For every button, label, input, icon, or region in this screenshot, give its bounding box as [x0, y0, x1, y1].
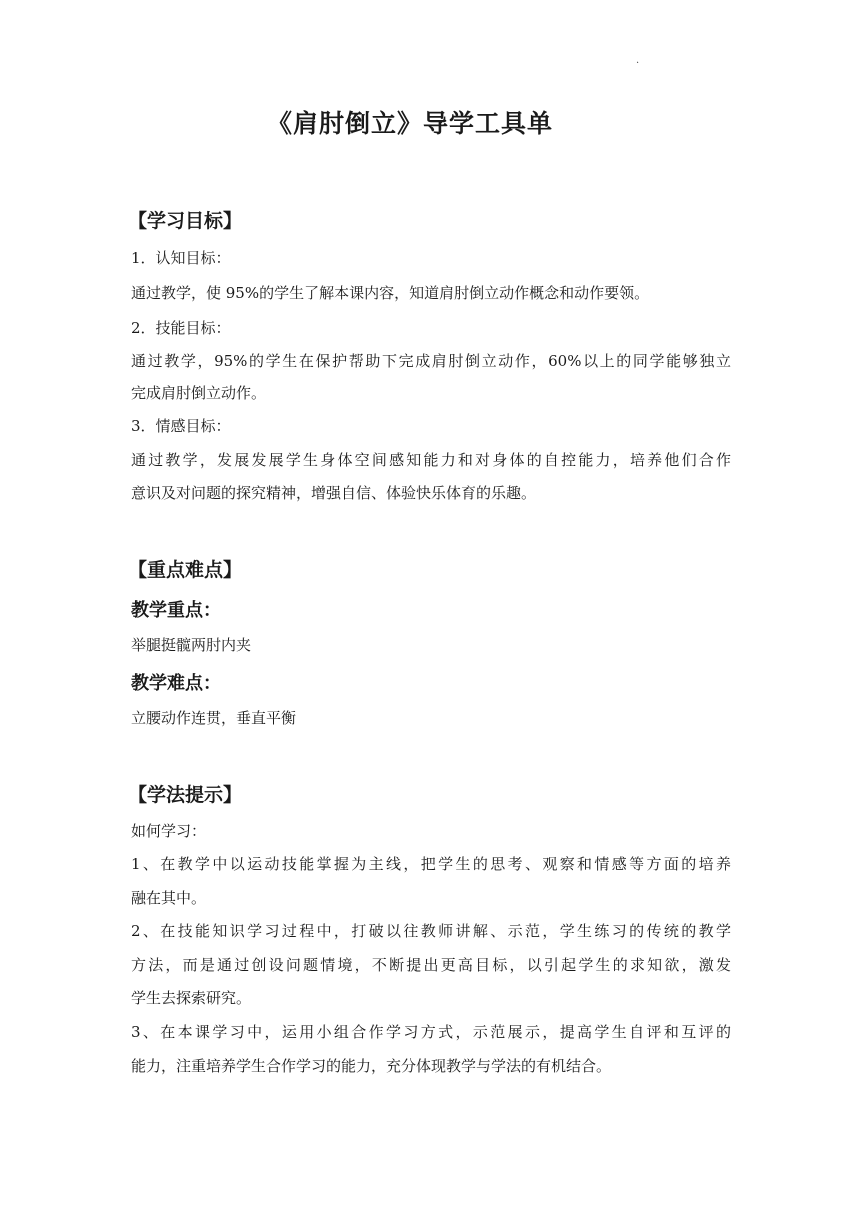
method-item-3-line-1: 3、在本课学习中，运用小组合作学习方式，示范展示，提高学生自评和互评的: [131, 1023, 731, 1041]
header-mark: ·: [636, 58, 640, 69]
difficulty-label: 教学难点：: [131, 673, 221, 694]
skill-label: 2．技能目标：: [131, 319, 231, 337]
method-item-2-line-3: 学生去探索研究。: [131, 989, 252, 1007]
methods-heading: 【学法提示】: [128, 784, 243, 806]
emotion-text-line-1: 通过教学，发展发展学生身体空间感知能力和对身体的自控能力，培养他们合作: [131, 451, 731, 469]
page-title: 《肩肘倒立》导学工具单: [266, 109, 553, 138]
cognitive-label: 1．认知目标：: [131, 249, 231, 267]
method-item-1-line-2: 融在其中。: [131, 889, 207, 907]
key-points-heading: 【重点难点】: [128, 559, 243, 581]
methods-intro: 如何学习：: [131, 822, 207, 840]
skill-text-line-2: 完成肩肘倒立动作。: [131, 384, 267, 402]
objectives-heading: 【学习目标】: [128, 210, 243, 232]
emotion-text-line-2: 意识及对问题的探究精神，增强自信、体验快乐体育的乐趣。: [131, 484, 537, 502]
method-item-3-line-2: 能力，注重培养学生合作学习的能力，充分体现教学与学法的有机结合。: [131, 1057, 612, 1075]
method-item-1-line-1: 1、在教学中以运动技能掌握为主线，把学生的思考、观察和情感等方面的培养: [131, 855, 731, 873]
focus-text: 举腿挺髋两肘内夹: [131, 636, 252, 654]
emotion-label: 3．情感目标：: [131, 417, 231, 435]
method-item-2-line-2: 方法，而是通过创设问题情境，不断提出更高目标，以引起学生的求知欲，激发: [131, 956, 731, 974]
difficulty-text: 立腰动作连贯，垂直平衡: [131, 709, 297, 727]
method-item-2-line-1: 2、在技能知识学习过程中，打破以往教师讲解、示范，学生练习的传统的教学: [131, 922, 731, 940]
cognitive-text: 通过教学，使 95%的学生了解本课内容，知道肩肘倒立动作概念和动作要领。: [131, 284, 650, 302]
skill-text-line-1: 通过教学，95%的学生在保护帮助下完成肩肘倒立动作，60%以上的同学能够独立: [131, 352, 731, 370]
focus-label: 教学重点：: [131, 600, 221, 621]
